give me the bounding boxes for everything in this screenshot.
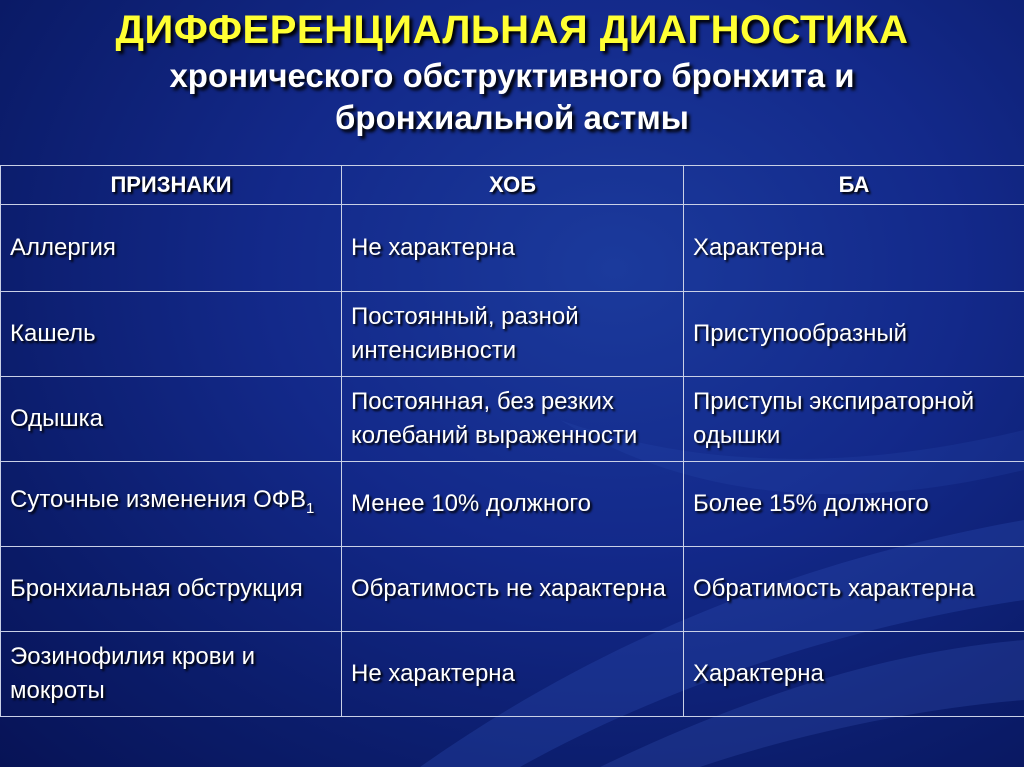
header-hob: ХОБ — [342, 166, 684, 205]
table-row — [1, 462, 1024, 547]
table-row — [1, 205, 1024, 292]
header-ba: БА — [684, 166, 1024, 205]
ba-cell: Характерна — [684, 632, 1024, 717]
ba-cell: Более 15% должного — [684, 462, 1024, 547]
title-block — [0, 0, 1024, 139]
hob-cell: Постоянный, разной интенсивности — [342, 292, 684, 377]
sign-cell: Эозинофилия крови и мокроты — [1, 632, 342, 717]
ba-cell: Обратимость характерна — [684, 547, 1024, 632]
sign-cell: Одышка — [1, 377, 342, 462]
table-row — [1, 377, 1024, 462]
hob-cell: Постоянная, без резких колебаний выраженности — [342, 377, 684, 462]
diagnosis-table — [0, 165, 1024, 717]
sign-cell: Бронхиальная обструкция — [1, 547, 342, 632]
hob-cell: Не характерна — [342, 205, 684, 292]
hob-cell: Обратимость не характерна — [342, 547, 684, 632]
sign-text: Суточные изменения ОФВ — [10, 485, 307, 513]
ba-cell: Характерна — [684, 205, 1024, 292]
slide-title: ДИФФЕРЕНЦИАЛЬНАЯ ДИАГНОСТИКА — [115, 8, 909, 52]
ba-cell: Приступы экспираторной одышки — [684, 377, 1024, 462]
sign-cell: Аллергия — [1, 205, 342, 292]
slide-subtitle: хронического обструктивного бронхита и бронхиальной астмы — [169, 57, 855, 136]
hob-cell: Менее 10% должного — [342, 462, 684, 547]
sign-cell: Кашель — [1, 292, 342, 377]
table-row — [1, 632, 1024, 717]
table-row — [1, 292, 1024, 377]
table-row — [1, 547, 1024, 632]
header-signs: ПРИЗНАКИ — [1, 166, 342, 205]
hob-cell: Не характерна — [342, 632, 684, 717]
ba-cell: Приступообразный — [684, 292, 1024, 377]
table-header-row — [1, 166, 1024, 205]
sign-subscript: 1 — [306, 499, 315, 517]
sign-cell — [1, 462, 342, 547]
